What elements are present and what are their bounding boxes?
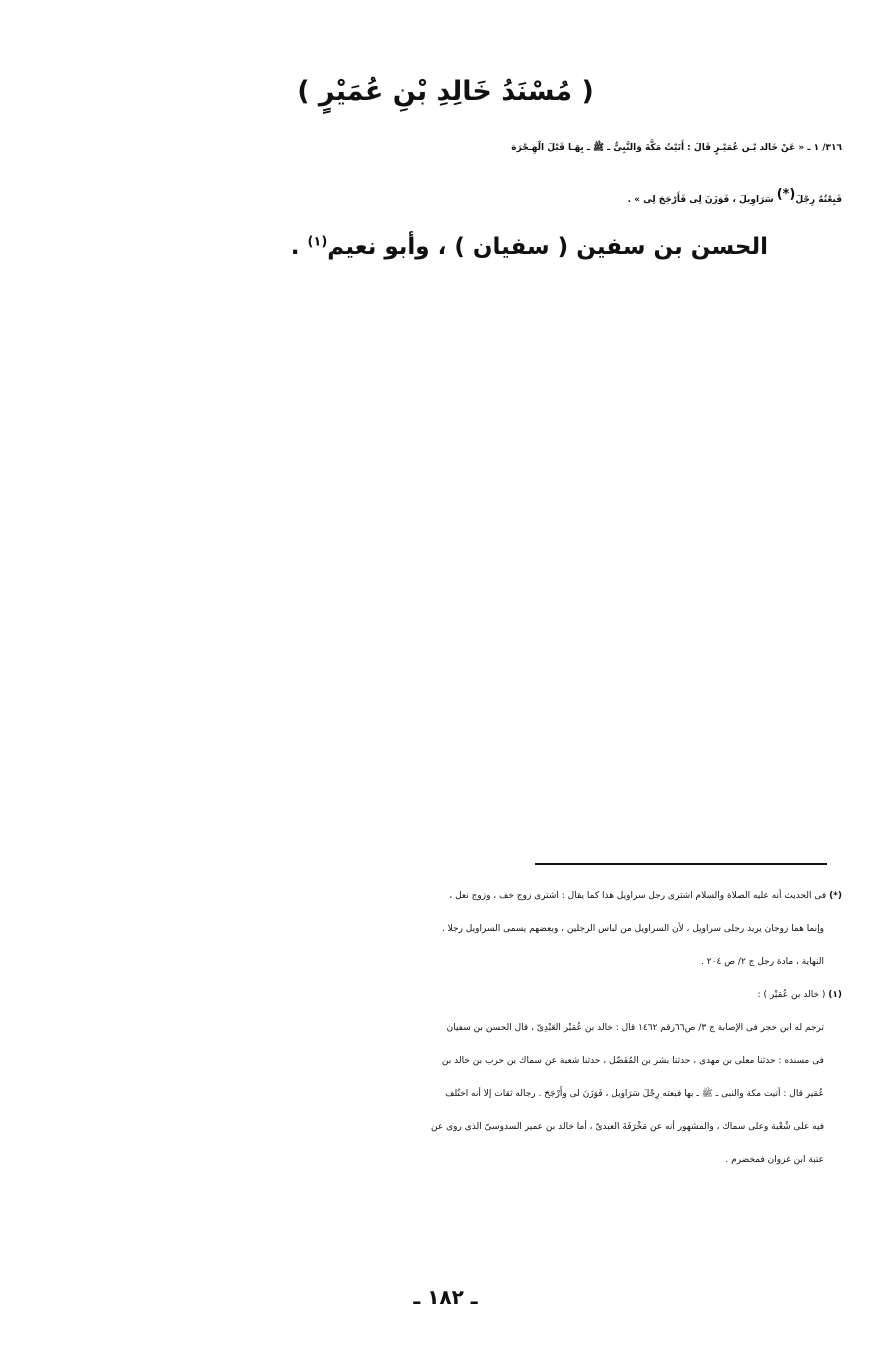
footnote-divider <box>535 863 827 865</box>
footnotes <box>52 880 842 1177</box>
footnote-star-line-2: وإنما هما زوجان يريد رجلى سراويل ، لأن السراويل من لباس الرجلين ، وبعضهم يسمى السراويل رجلا . <box>441 924 824 934</box>
footnote-star-marker: (*) <box>829 891 842 901</box>
footnote-one-line-3: عُمَير قال : أتيت مكة والنبى ـ ﷺ ـ بها فبعته رِجْلَ سَرَاويل ، فَوَزَنَ لى وأَرْجَحَ . رجاله ثقات إلا أنه اختُلف <box>445 1089 824 1099</box>
footnote-one-title-line <box>52 979 842 1012</box>
section-heading: ( مُسْنَدُ خَالِدِ بْنِ عُمَيْرٍ ) <box>297 76 594 107</box>
hadith-line-2-end: سَرَاوِيلَ ، فَوَزَنَ لِى فَأَرْجَحَ لِى » . <box>627 195 777 205</box>
footnote-star-reference: (*) <box>776 187 796 202</box>
source-citation-text: الحسن بن سفين ( سفيان ) ، وأبو نعيم <box>327 234 768 260</box>
source-citation-end: . <box>290 234 308 260</box>
footnote-one-line-2: فى مسنده : حدثنا معلى بن مهدى ، حدثنا بشر بن المُفَضّل ، حدثنا شعبة عن سماك بن حرب بن خالد بن <box>441 1056 824 1066</box>
hadith-text <box>52 122 842 226</box>
footnote-one-title: ( خالد بن عُمَيْر ) : <box>757 990 829 1000</box>
source-citation <box>52 225 768 269</box>
footnote-one-reference: (١) <box>307 234 328 250</box>
page-number: ـ ١٨٢ ـ <box>413 1285 478 1309</box>
hadith-line-2 <box>52 174 842 226</box>
hadith-line-1: ٣١٦/ ١ ـ « عَنْ خَالد بْـن عُمَيْـرٍ قَالَ : أَتَيْتُ مَكَّةَ وَالنَّبِىُّ ـ ﷺ ـ بِهَـا قَبْلَ الْهِـجْرَة <box>511 143 842 153</box>
footnote-star-line-1 <box>52 880 842 913</box>
footnote-star-line-3: النهاية ، مادة رجل ج ٢/ ص ٢٠٤ . <box>701 957 824 967</box>
footnote-one-line-4: فيه على شُعْبة وعلى سماك ، والمشهور أنه عن مَخْرَفَةَ العبدىّ ، أما خالد بن عمير السدوسىّ الذى روى عن <box>431 1122 824 1132</box>
footnote-one-line-1: ترجم له ابن حجر فى الإصابة ج ٣/ ص٦٦رقم ١٤٦٢ قال : خالد بن عُمَيْر العَبْدِىّ ، قال الحسن بن سفيان <box>446 1023 824 1033</box>
hadith-line-2-start: فَبِعْتُهُ رِجْلَ <box>795 195 842 205</box>
footnote-one-marker: (١) <box>828 990 842 1000</box>
footnote-one-line-5: عتبة ابن غزوان فمخضرم . <box>725 1155 824 1165</box>
footnote-star-text-1: فى الحديث أنه عليه الصلاة والسلام اشترى رجل سراويل هذا كما يقال : اشترى زوج خف ، وزوج نعل ، <box>449 891 830 901</box>
